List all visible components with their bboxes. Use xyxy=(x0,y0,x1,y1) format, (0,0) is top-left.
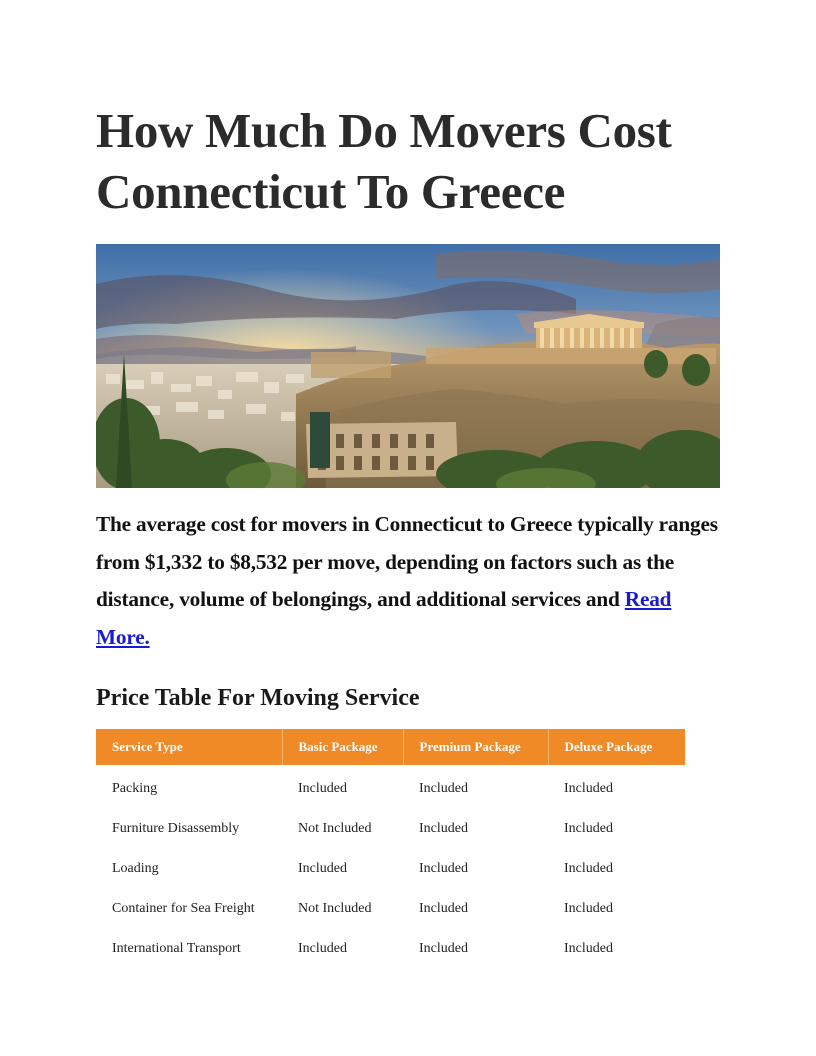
table-cell: Furniture Disassembly xyxy=(112,820,240,836)
table-cell: Included xyxy=(564,900,613,916)
table-cell: Not Included xyxy=(298,900,372,916)
table-cell: Included xyxy=(419,860,468,876)
table-cell: Container for Sea Freight xyxy=(112,900,255,916)
read-more-link[interactable]: Read More. xyxy=(96,587,672,650)
column-header-premium-package: Premium Package xyxy=(403,729,548,765)
table-cell: Included xyxy=(298,860,347,876)
price-table xyxy=(96,729,685,969)
table-cell: Included xyxy=(564,820,613,836)
article xyxy=(96,100,720,969)
table-cell: Packing xyxy=(112,780,158,796)
table-cell: Included xyxy=(419,820,468,836)
column-header-basic-package: Basic Package xyxy=(282,729,403,765)
table-row xyxy=(96,889,685,929)
page-title xyxy=(96,100,720,222)
column-header-service-type: Service Type xyxy=(96,729,282,765)
table-cell: International Transport xyxy=(112,940,241,956)
table-cell: Loading xyxy=(112,860,159,876)
table-cell: Not Included xyxy=(298,820,372,836)
table-row xyxy=(96,809,685,849)
column-header-deluxe-package: Deluxe Package xyxy=(548,729,685,765)
title-line-1: How Much Do Movers Cost xyxy=(96,103,672,158)
intro-paragraph xyxy=(96,506,720,657)
table-cell: Included xyxy=(298,940,347,956)
table-cell: Included xyxy=(419,900,468,916)
table-row xyxy=(96,849,685,889)
table-row xyxy=(96,929,685,969)
table-row xyxy=(96,765,685,809)
title-line-2: Connecticut To Greece xyxy=(96,164,566,219)
table-cell: Included xyxy=(564,860,613,876)
table-cell: Included xyxy=(298,780,347,796)
intro-text: The average cost for movers in Connecticut to Greece typically ranges from $1,332 to $8,532 per move, depending on factors such as the distance, volume of belongings, and additional services and xyxy=(96,512,718,612)
table-cell: Included xyxy=(419,780,468,796)
price-table-heading: Price Table For Moving Service xyxy=(96,684,420,711)
table-cell: Included xyxy=(564,940,613,956)
table-cell: Included xyxy=(419,940,468,956)
table-cell: Included xyxy=(564,780,613,796)
hero-image-acropolis xyxy=(96,244,720,488)
table-header-row xyxy=(96,729,685,765)
